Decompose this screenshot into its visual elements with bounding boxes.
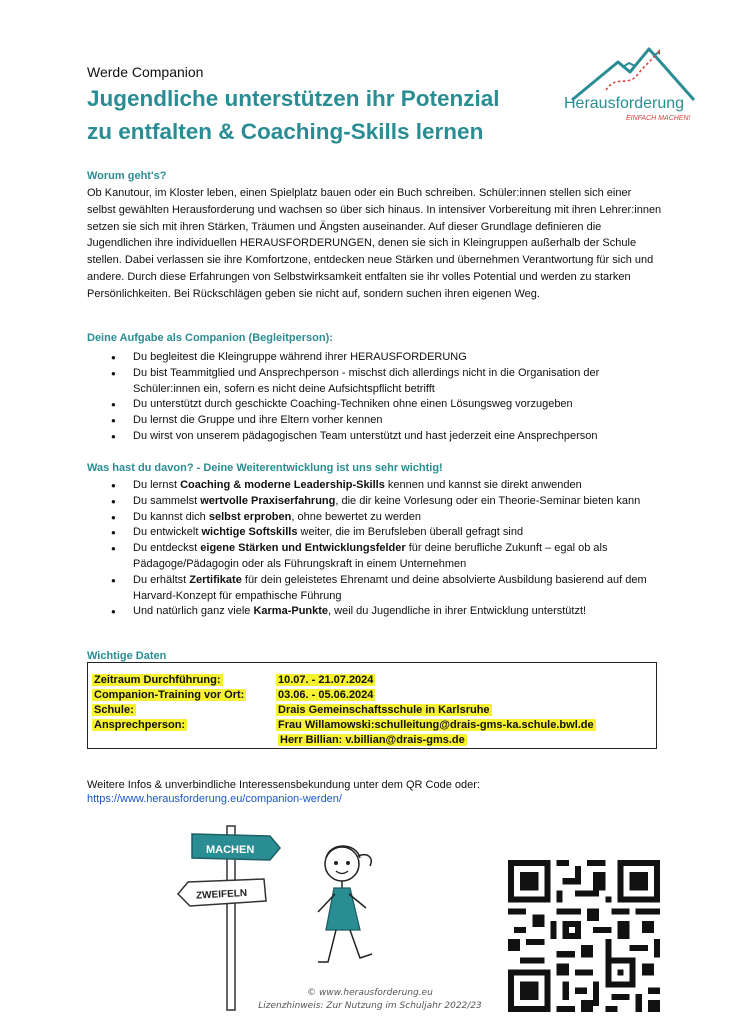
companion-link[interactable]: https://www.herausforderung.eu/companion-werden/ xyxy=(87,793,342,805)
task-item: ● Du unterstützt durch geschickte Coaching-Techniken ohne einen Lösungsweg vorzugeben xyxy=(87,397,667,413)
sign-zweifeln-label: ZWEIFELN xyxy=(195,887,248,902)
dates-label: Ansprechperson: xyxy=(94,719,186,731)
task-list xyxy=(87,350,667,445)
task-item: ● Du lernst die Gruppe und ihre Eltern vorher kennen xyxy=(87,413,667,429)
benefit-item: ● Du erhältst Zertifikate für dein geleistetes Ehrenamt und deine absolvierte Ausbildung basierend auf dem Harvard-Konzept für empathische Führung xyxy=(87,573,667,605)
dates-label: Companion-Training vor Ort: xyxy=(94,689,245,701)
logo-text: Herausforderung xyxy=(564,95,685,112)
running-girl-icon xyxy=(300,838,390,998)
page-title-line-2: zu entfalten & Coaching-Skills lernen xyxy=(87,119,484,144)
task-item: ● Du begleitest die Kleingruppe während ihrer HERAUSFORDERUNG xyxy=(87,350,667,366)
about-heading: Worum geht's? xyxy=(87,170,167,182)
dates-value: Frau Willamowski:schulleitung@drais-gms-ka.schule.bwl.de xyxy=(278,719,594,731)
mountain-logo-icon xyxy=(572,49,694,100)
page-kicker: Werde Companion xyxy=(87,64,204,80)
dates-value: 10.07. - 21.07.2024 xyxy=(278,674,374,686)
dates-value: Herr Billian: v.billian@drais-gms.de xyxy=(280,734,465,746)
benefits-list xyxy=(87,478,667,620)
logo xyxy=(556,44,706,126)
task-item: ● Du bist Teammitglied und Ansprechperson - mischst dich allerdings nicht in die Organisation der Schüler:innen ein, sofern es nicht deine Aufsichtspflicht betrifft xyxy=(87,366,667,398)
dates-value: 03.06. - 05.06.2024 xyxy=(278,689,374,701)
footer-copyright: © www.herausforderung.eu xyxy=(307,988,433,998)
dates-label: Zeitraum Durchführung: xyxy=(94,674,221,686)
about-text: Ob Kanutour, im Kloster leben, einen Spielplatz bauen oder ein Buch schreiben. Schüler:innen stellen sich einer selbst gewählten Herausforderung und wachsen so über sich hinaus. In intensiver Vorbereitung mit ihren Lehrer:innen setzen sie sich mit ihren Stärken, Träumen und Ängsten auseinander. Auf dieser Grundlage definieren die Jugendlichen ihre individuellen HERAUSFORDERUNGEN, denen sie sich in Kleingruppen außerhalb der Schule stellen. Dabei verlassen sie ihre Komfortzone, entdecken neue Stärken und übernehmen Verantwortung für sich und andere. Durch diese Erfahrungen von Selbstwirksamkeit entfalten sie ihr volles Potential und werden zu starken Persönlichkeiten. Bei Rückschlägen geben sie nicht auf, sondern suchen ihren eigenen Weg. xyxy=(87,187,662,300)
dates-heading: Wichtige Daten xyxy=(87,650,167,662)
signpost-icon xyxy=(170,822,290,1012)
benefit-item: ● Du entdeckst eigene Stärken und Entwicklungsfelder für deine berufliche Zukunft – egal ob als Pädagoge/Pädagogin oder als Führungskraft in einem Unternehmen xyxy=(87,541,667,573)
benefit-item: ● Du sammelst wertvolle Praxiserfahrung, die dir keine Vorlesung oder ein Theorie-Seminar bieten kann xyxy=(87,494,667,510)
benefit-item: ● Und natürlich ganz viele Karma-Punkte, weil du Jugendliche in ihrer Entwicklung unterstützt! xyxy=(87,604,667,620)
footer-license: Lizenzhinweis: Zur Nutzung im Schuljahr 2022/23 xyxy=(258,1001,482,1011)
benefits-heading: Was hast du davon? - Deine Weiterentwicklung ist uns sehr wichtig! xyxy=(87,462,443,474)
page-title-line-1: Jugendliche unterstützen ihr Potenzial xyxy=(87,86,500,111)
dates-label: Schule: xyxy=(94,704,134,716)
dates-value: Drais Gemeinschaftsschule in Karlsruhe xyxy=(278,704,490,716)
benefit-item: ● Du entwickelt wichtige Softskills weiter, die im Berufsleben überall gefragt sind xyxy=(87,525,667,541)
benefit-item: ● Du kannst dich selbst erproben, ohne bewertet zu werden xyxy=(87,510,667,526)
logo-tagline: EINFACH MACHEN! xyxy=(626,115,691,122)
more-info-text: Weitere Infos & unverbindliche Interessensbekundung unter dem QR Code oder: xyxy=(87,779,480,791)
task-item: ● Du wirst von unserem pädagogischen Team unterstützt und hast jederzeit eine Ansprechperson xyxy=(87,429,667,445)
task-heading: Deine Aufgabe als Companion (Begleitperson): xyxy=(87,332,333,344)
sign-machen-label: MACHEN xyxy=(206,844,255,856)
dates-box xyxy=(87,662,657,749)
benefit-item: ● Du lernst Coaching & moderne Leadership-Skills kennen und kannst sie direkt anwenden xyxy=(87,478,667,494)
